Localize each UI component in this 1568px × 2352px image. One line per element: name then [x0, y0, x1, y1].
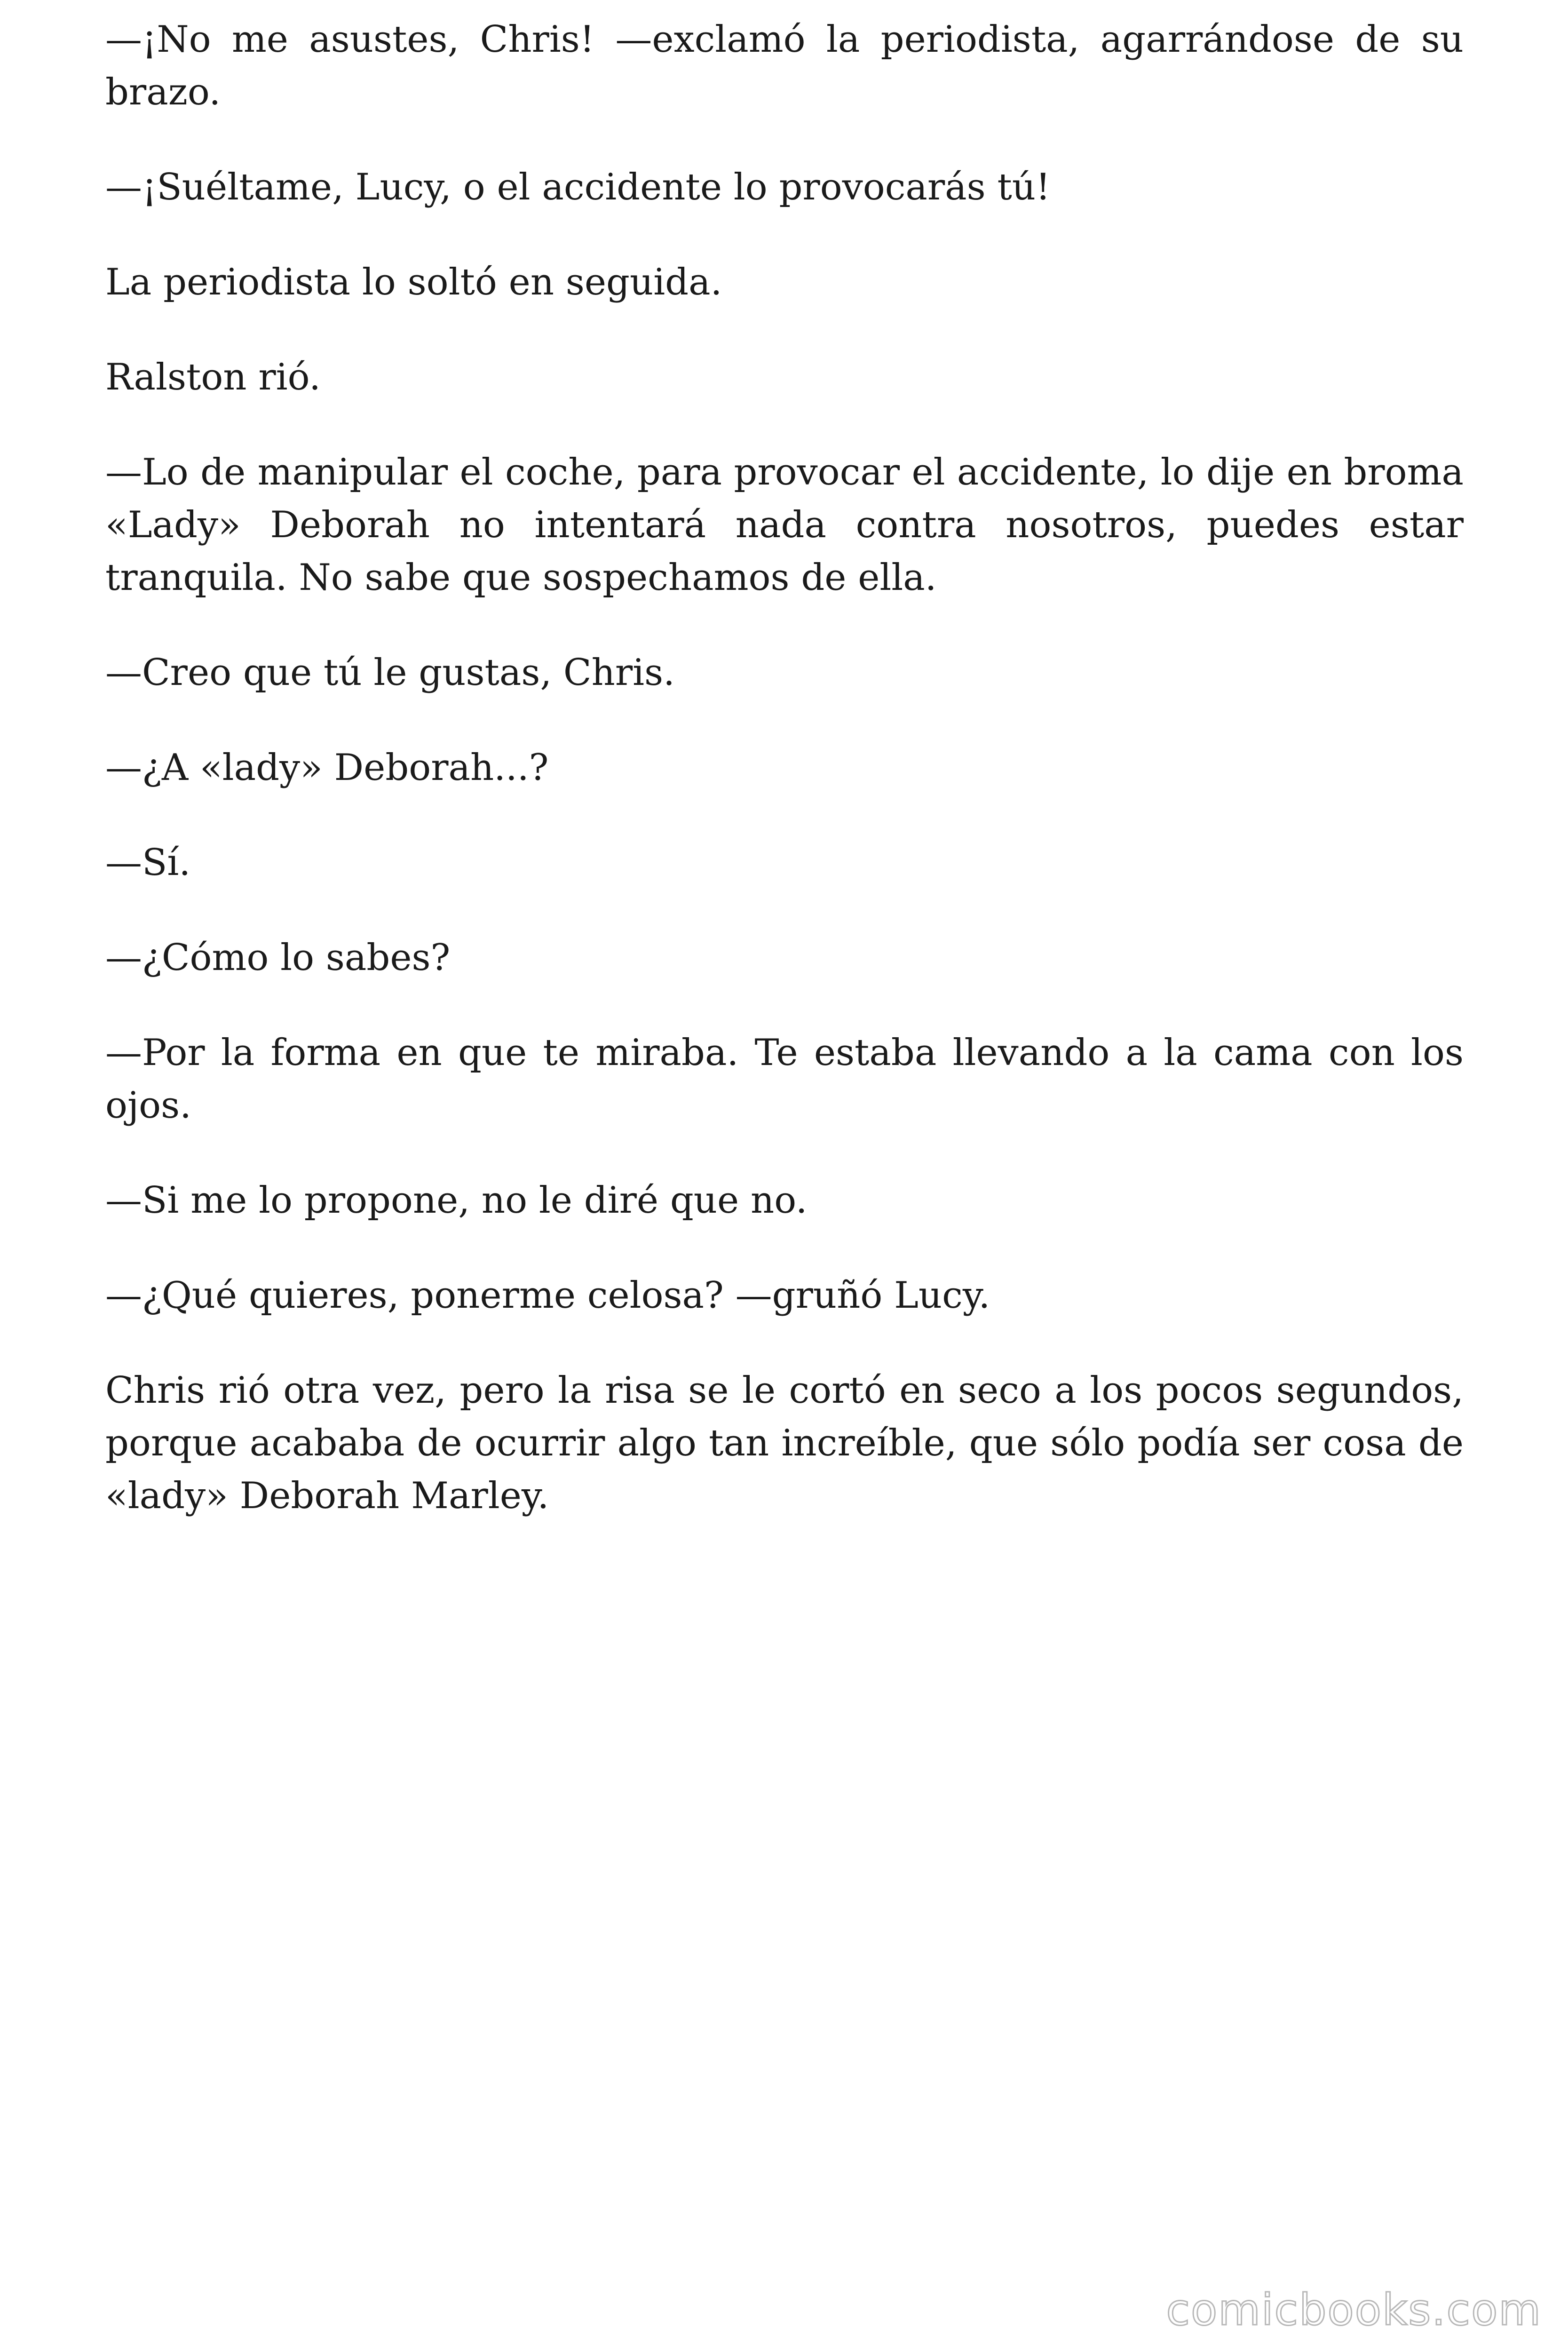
body-text — [105, 13, 1464, 1565]
paragraph-12: —¿Qué quieres, ponerme celosa? —gruñó Lucy. — [105, 1274, 990, 1317]
watermark: comicbooks.com — [1166, 2285, 1542, 2335]
paragraph-11: —Si me lo propone, no le diré que no. — [105, 1179, 808, 1222]
paragraph-9: —¿Cómo lo sabes? — [105, 937, 451, 979]
paragraph-2: —¡Suéltame, Lucy, o el accidente lo provocarás tú! — [105, 166, 1051, 208]
paragraph-6: —Creo que tú le gustas, Chris. — [105, 652, 675, 694]
paragraph-1: —¡No me asustes, Chris! —exclamó la periodista, agarrándose de su brazo. — [105, 18, 1464, 113]
paragraph-3: La periodista lo soltó en seguida. — [105, 261, 722, 303]
paragraph-8: —Sí. — [105, 842, 191, 884]
paragraph-10: —Por la forma en que te miraba. Te estaba llevando a la cama con los ojos. — [105, 1032, 1464, 1127]
paragraph-4: Ralston rió. — [105, 356, 321, 398]
paragraph-7: —¿A «lady» Deborah...? — [105, 747, 549, 789]
paragraph-13: Chris rió otra vez, pero la risa se le cortó en seco a los pocos segundos, porque acababa de ocurrir algo tan increíble, que sólo podía ser cosa de «lady» Deborah Marley. — [105, 1369, 1464, 1517]
paragraph-5: —Lo de manipular el coche, para provocar el accidente, lo dije en broma «Lady» Deborah no intentará nada contra nosotros, puedes estar tranquila. No sabe que sospechamos de ella. — [105, 451, 1464, 599]
